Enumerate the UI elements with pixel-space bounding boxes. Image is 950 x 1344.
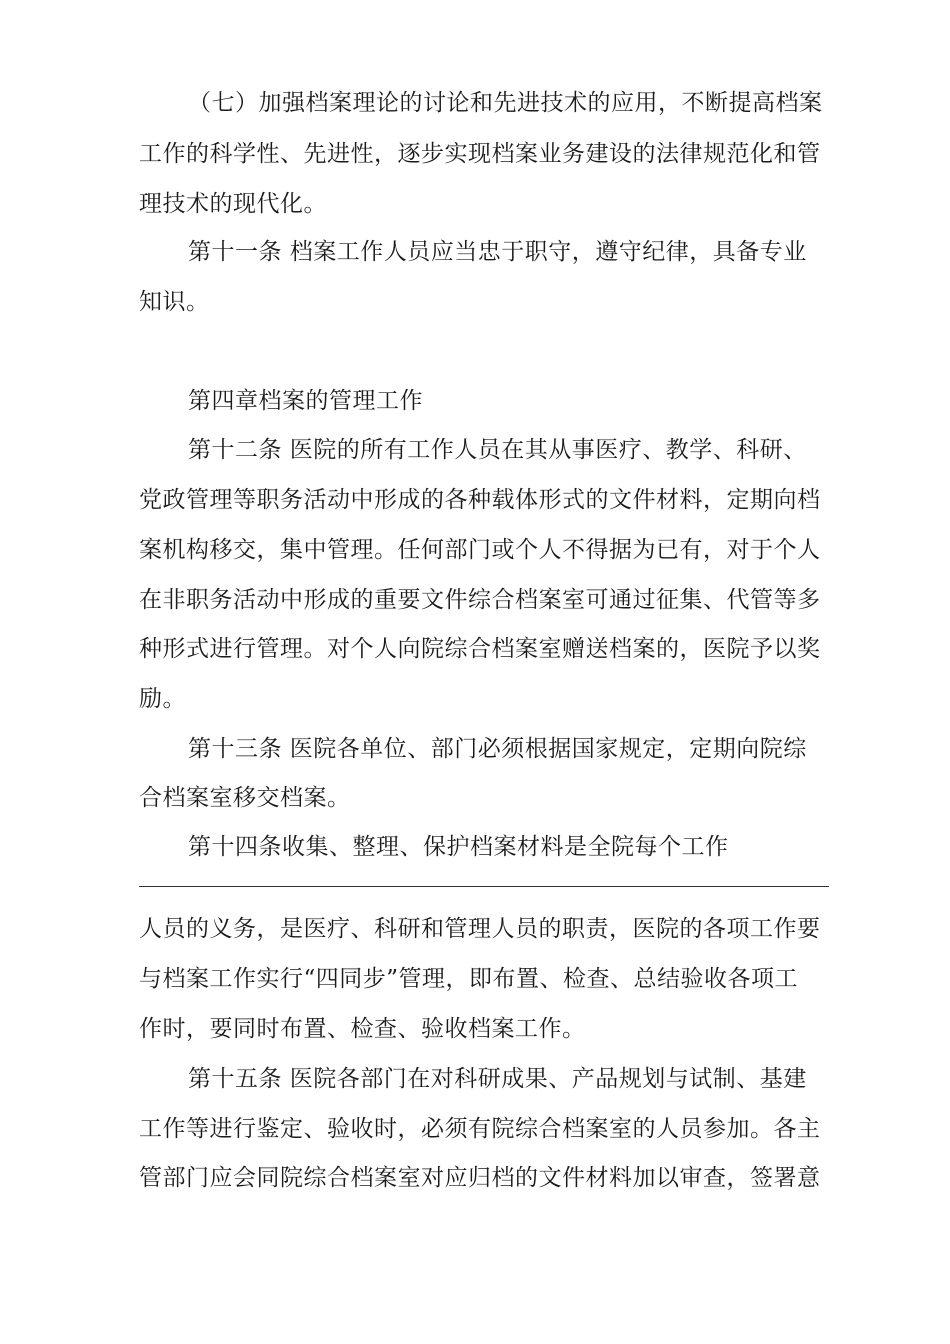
paragraph-line: 案机构移交，集中管理。任何部门或个人不得据为已有，对于个人	[139, 537, 821, 563]
chapter-heading: 第四章档案的管理工作	[188, 388, 423, 414]
paragraph-line: 知识。	[139, 289, 210, 315]
paragraph-line: 第十一条 档案工作人员应当忠于职守，遵守纪律，具备专业	[188, 239, 807, 265]
paragraph-line: 第十二条 医院的所有工作人员在其从事医疗、教学、科研、	[188, 437, 807, 463]
paragraph-line: 合档案室移交档案。	[139, 785, 351, 811]
paragraph-line: （七）加强档案理论的讨论和先进技术的应用，不断提高档案	[188, 90, 823, 116]
paragraph-line: 理技术的现代化。	[139, 191, 327, 217]
paragraph-line: 作时，要同时布置、检查、验收档案工作。	[139, 1016, 586, 1042]
paragraph-line: 管部门应会同院综合档案室对应归档的文件材料加以审查，签署意	[139, 1165, 821, 1191]
paragraph-line: 在非职务活动中形成的重要文件综合档案室可通过征集、代管等多	[139, 587, 821, 613]
paragraph-line: 第十三条 医院各单位、部门必须根据国家规定，定期向院综	[188, 736, 807, 762]
paragraph-line: 励。	[139, 686, 186, 712]
paragraph-line: 种形式进行管理。对个人向院综合档案室赠送档案的，医院予以奖	[139, 636, 821, 662]
paragraph-line: 第十五条 医院各部门在对科研成果、产品规划与试制、基建	[188, 1066, 807, 1092]
paragraph-line: 与档案工作实行“四同步”管理，即布置、检查、总结验收各项工	[139, 966, 799, 992]
paragraph-line: 人员的义务，是医疗、科研和管理人员的职责，医院的各项工作要	[139, 916, 821, 942]
paragraph-line: 工作等进行鉴定、验收时，必须有院综合档案室的人员参加。各主	[139, 1116, 821, 1142]
paragraph-line: 党政管理等职务活动中形成的各种载体形式的文件材料，定期向档	[139, 487, 821, 513]
paragraph-line: 第十四条收集、整理、保护档案材料是全院每个工作	[188, 834, 729, 860]
page-divider	[139, 886, 829, 887]
paragraph-line: 工作的科学性、先进性，逐步实现档案业务建设的法律规范化和管	[139, 141, 821, 167]
